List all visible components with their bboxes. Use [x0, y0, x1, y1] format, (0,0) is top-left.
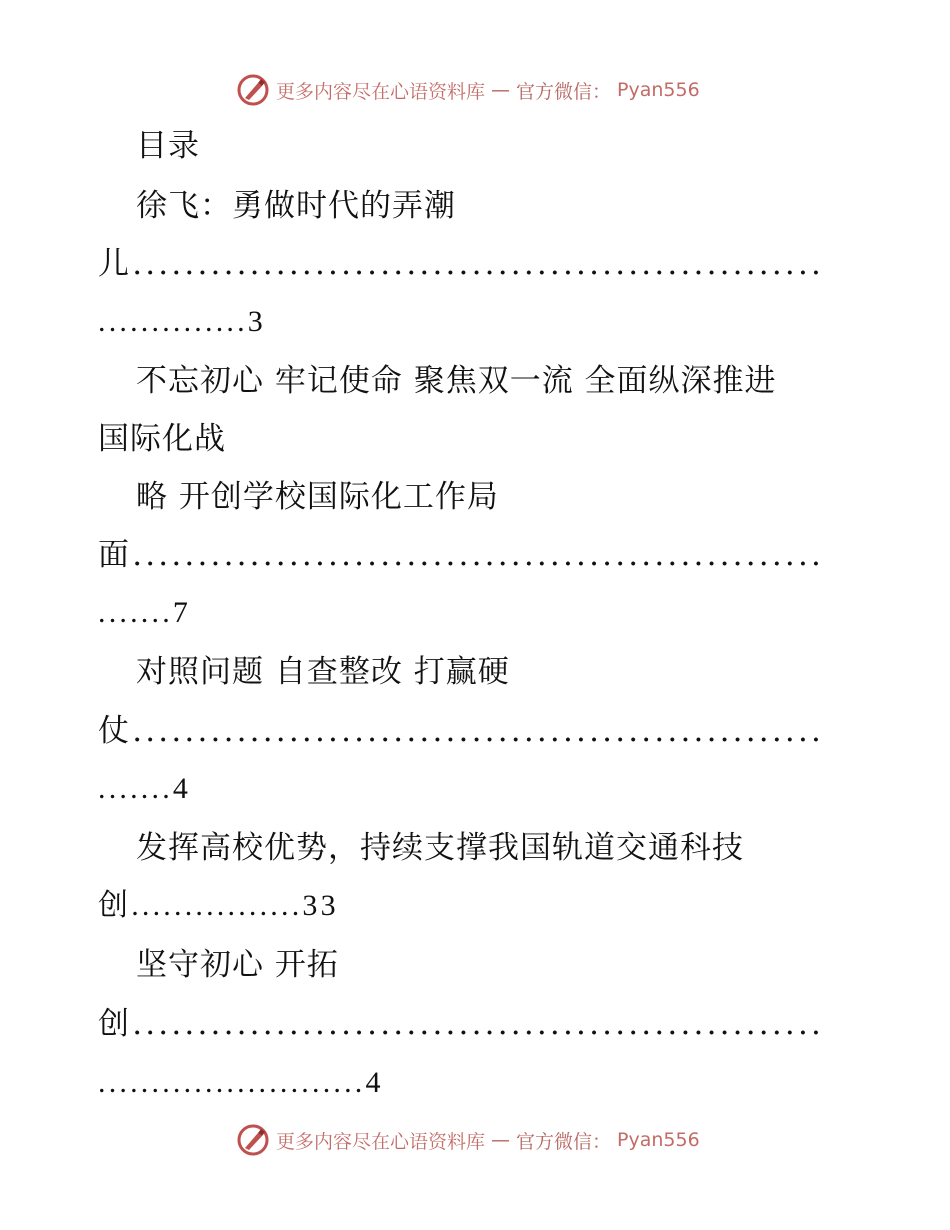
banner-wechat-id: Pyan556 — [617, 1129, 700, 1151]
toc-heading: 目录 — [136, 128, 200, 164]
toc-entry-4-leader-page: 创................33 — [98, 889, 339, 922]
toc-entry-2-title: 不忘初心 牢记使命 聚焦双一流 全面纵深推进 — [136, 363, 777, 399]
banner-dash: — — [491, 1129, 511, 1151]
banner-brand-text: 更多内容尽在心语资料库 — [276, 80, 486, 103]
pen-logo-icon — [236, 1123, 270, 1157]
toc-entry-2-title-cont2: 略 开创学校国际化工作局 — [136, 479, 499, 515]
toc-entry-1-title: 徐飞：勇做时代的弄潮 — [136, 188, 456, 224]
toc-entry-5-page: .........................4 — [98, 1066, 384, 1099]
toc-entry-4-title: 发挥高校优势，持续支撑我国轨道交通科技 — [136, 830, 744, 866]
banner-sub-text: 官方微信： — [516, 80, 612, 103]
toc-entry-3-title: 对照问题 自查整改 打赢硬 — [136, 654, 510, 690]
banner-wechat-id: Pyan556 — [617, 79, 700, 101]
toc-entry-5-title: 坚守初心 开拓 — [136, 947, 339, 983]
pen-logo-icon — [236, 73, 270, 107]
banner-dash: — — [491, 79, 511, 101]
toc-entry-2-page: .......7 — [98, 596, 192, 629]
toc-entry-1-page: ..............3 — [98, 305, 266, 338]
toc-entry-3-leader: 仗..................................................... — [98, 713, 825, 749]
footer-watermark — [236, 1122, 700, 1158]
toc-entry-3-page: .......4 — [98, 772, 192, 805]
toc-entry-2-leader: 面..................................................... — [98, 537, 825, 573]
header-watermark — [236, 72, 700, 108]
banner-brand-text: 更多内容尽在心语资料库 — [276, 1130, 486, 1153]
toc-entry-5-leader: 创..................................................... — [98, 1006, 825, 1042]
toc-entry-1-leader: 儿..................................................... — [98, 246, 825, 282]
banner-sub-text: 官方微信： — [516, 1130, 612, 1153]
toc-entry-2-title-cont: 国际化战 — [98, 421, 226, 457]
